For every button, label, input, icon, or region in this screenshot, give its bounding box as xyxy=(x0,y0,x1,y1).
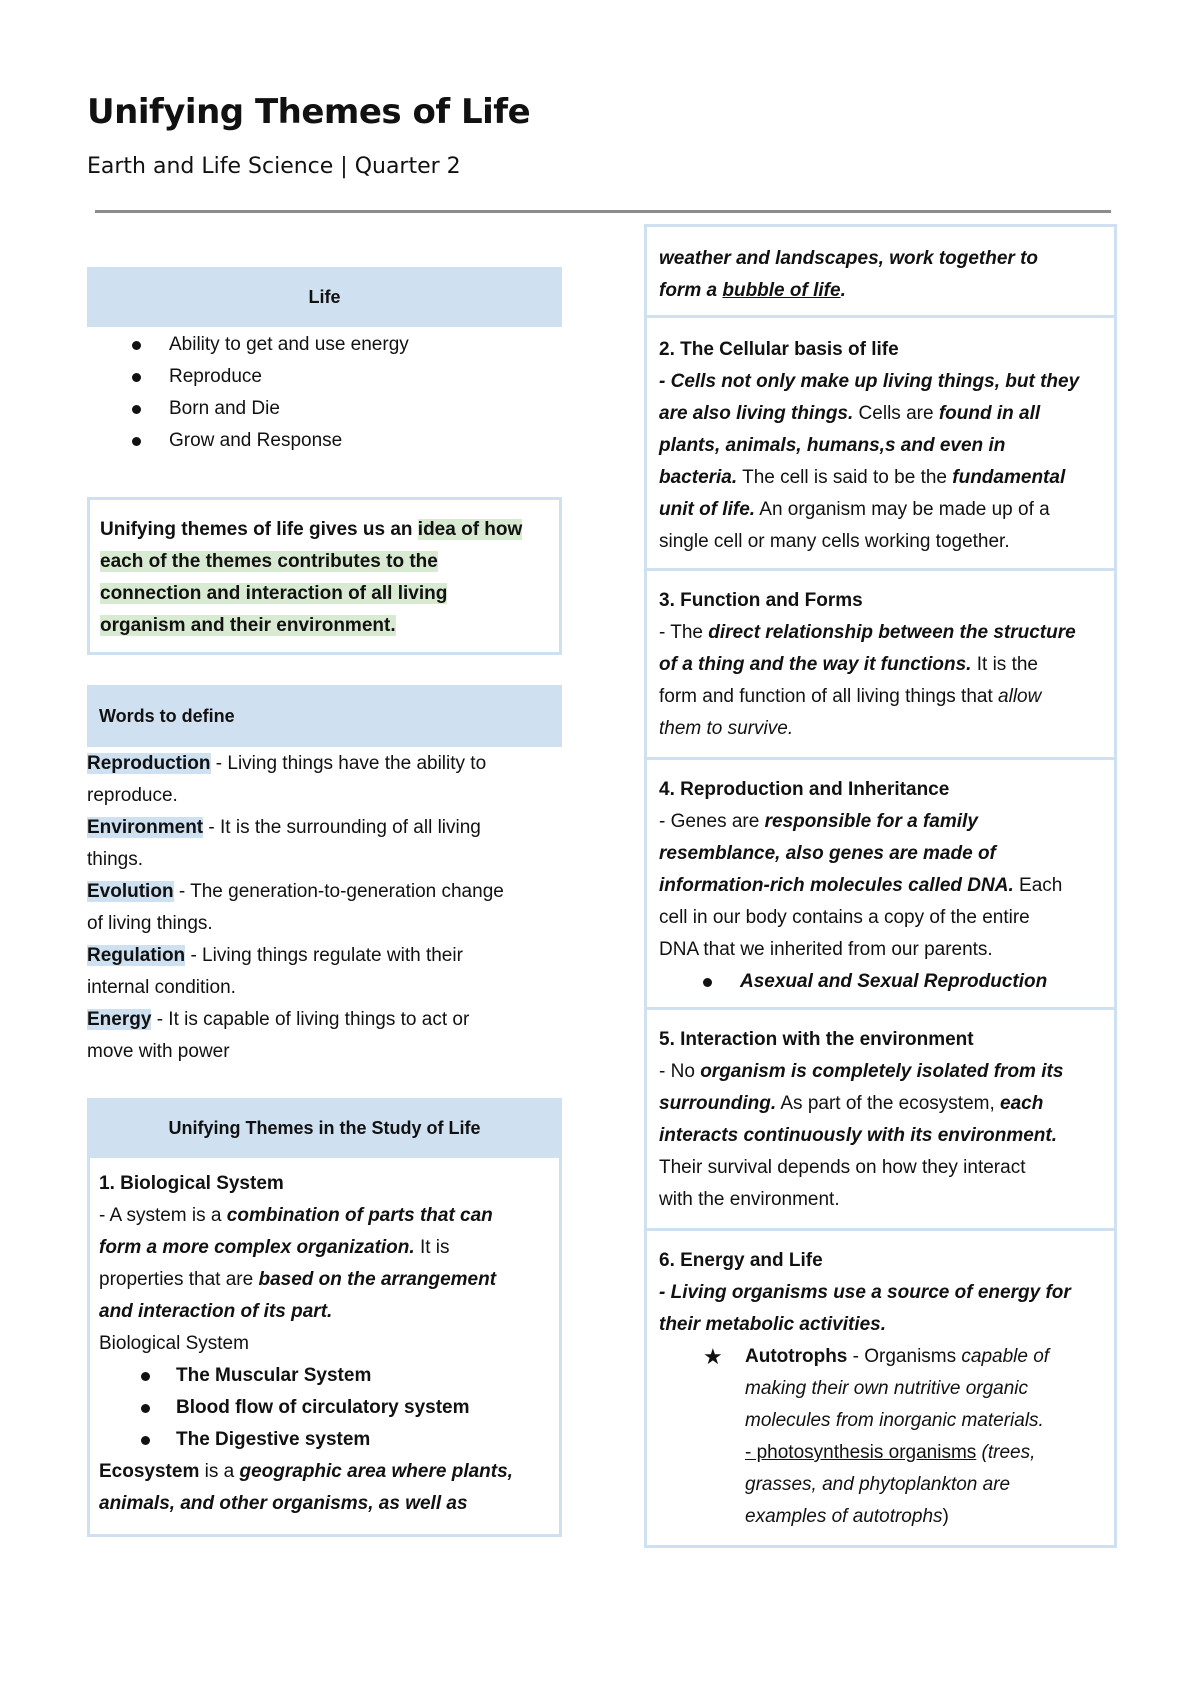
bullet-icon xyxy=(703,978,712,987)
theme-title: 3. Function and Forms xyxy=(659,590,863,611)
bullet-icon xyxy=(141,1372,150,1381)
star-icon: ★ xyxy=(703,1344,723,1369)
study-content: 1. Biological System - A system is a combination of parts that can form a more complex organization. It is properties that are based on the arrangement and interaction of its part. Biological System The Muscular System Blood flow of circulatory system The Digestive system Ecosystem is a geographic area where plants, animals, and other organisms, as well as xyxy=(99,1168,559,1520)
definition-item: Environment - It is the surrounding of all living xyxy=(87,817,481,838)
bullet-icon xyxy=(132,341,141,350)
theme-title: 1. Biological System xyxy=(99,1173,284,1194)
intro-box: Unifying themes of life gives us an idea of how each of the themes contributes to the connection and interaction of all living organism and their environment. xyxy=(87,497,562,655)
list-item: Ability to get and use energy xyxy=(132,329,409,361)
definition-item: Evolution - The generation-to-generation change xyxy=(87,881,504,902)
bullet-icon xyxy=(132,437,141,446)
list-item: The Muscular System xyxy=(99,1360,559,1392)
list-item: ★ Autotrophs - Organisms capable of making their own nutritive organic molecules from inorganic materials. - photosynthesis organisms (trees, grasses, and phytoplankton are examples of autotrophs) xyxy=(659,1341,1104,1533)
definition-item: Regulation - Living things regulate with their xyxy=(87,945,463,966)
study-heading-band xyxy=(87,1098,562,1158)
theme-title: 4. Reproduction and Inheritance xyxy=(659,779,950,800)
definition-item: Energy - It is capable of living things to act or xyxy=(87,1009,470,1030)
theme-cellular-basis: 2. The Cellular basis of life - Cells not only make up living things, but they are also living things. Cells are found in all plants, animals, humans,s and even in bacteria. The cell is said to be the fundamental unit of life. An organism may be made up of a single cell or many cells working together. xyxy=(644,315,1117,571)
theme-title: 6. Energy and Life xyxy=(659,1250,823,1271)
bullet-icon xyxy=(141,1404,150,1413)
list-item: The Digestive system xyxy=(99,1424,559,1456)
list-item: Blood flow of circulatory system xyxy=(99,1392,559,1424)
list-item: Asexual and Sexual Reproduction xyxy=(659,966,1104,998)
words-heading: Words to define xyxy=(99,706,235,726)
bullet-icon xyxy=(132,405,141,414)
words-heading-band xyxy=(87,685,562,747)
life-list xyxy=(132,329,409,457)
theme-interaction: 5. Interaction with the environment - No organism is completely isolated from its surrounding. As part of the ecosystem, each interacts continuously with its environment. Their survival depends on how they interact with the environment. xyxy=(644,1007,1117,1231)
life-heading: Life xyxy=(308,287,341,307)
list-item: Grow and Response xyxy=(132,425,409,457)
theme-reproduction: 4. Reproduction and Inheritance - Genes are responsible for a family resemblance, also genes are made of information-rich molecules called DNA. Each cell in our body contains a copy of the entire DNA that we inherited from our parents. Asexual and Sexual Reproduction xyxy=(644,757,1117,1010)
list-item: Born and Die xyxy=(132,393,409,425)
list-item: Reproduce xyxy=(132,361,409,393)
theme-function-forms: 3. Function and Forms - The direct relationship between the structure of a thing and the way it functions. It is the form and function of all living things that allow them to survive. xyxy=(644,568,1117,760)
continuation-cell: weather and landscapes, work together to form a bubble of life. xyxy=(644,224,1117,318)
theme-title: 2. The Cellular basis of life xyxy=(659,339,899,360)
words-list: Reproduction - Living things have the ability to reproduce. Environment - It is the surrounding of all living things. Evolution - The generation-to-generation change of living things. Regulation - Living things regulate with their internal condition. Energy - It is capable of living things to act or move with power xyxy=(87,748,567,1068)
theme-title: 5. Interaction with the environment xyxy=(659,1029,974,1050)
page-title: Unifying Themes of Life xyxy=(87,92,531,132)
bullet-icon xyxy=(141,1436,150,1445)
definition-item: Reproduction - Living things have the ability to xyxy=(87,753,487,774)
bullet-icon xyxy=(132,373,141,382)
life-heading-band xyxy=(87,267,562,327)
header-divider xyxy=(95,210,1111,213)
study-heading: Unifying Themes in the Study of Life xyxy=(168,1118,481,1138)
page-subtitle: Earth and Life Science | Quarter 2 xyxy=(87,154,461,179)
theme-energy: 6. Energy and Life - Living organisms use a source of energy for their metabolic activities. ★ Autotrophs - Organisms capable of making their own nutritive organic molecules from inorganic materials. - photosynthesis organisms (trees, grasses, and phytoplankton are examples of autotrophs) xyxy=(644,1228,1117,1548)
